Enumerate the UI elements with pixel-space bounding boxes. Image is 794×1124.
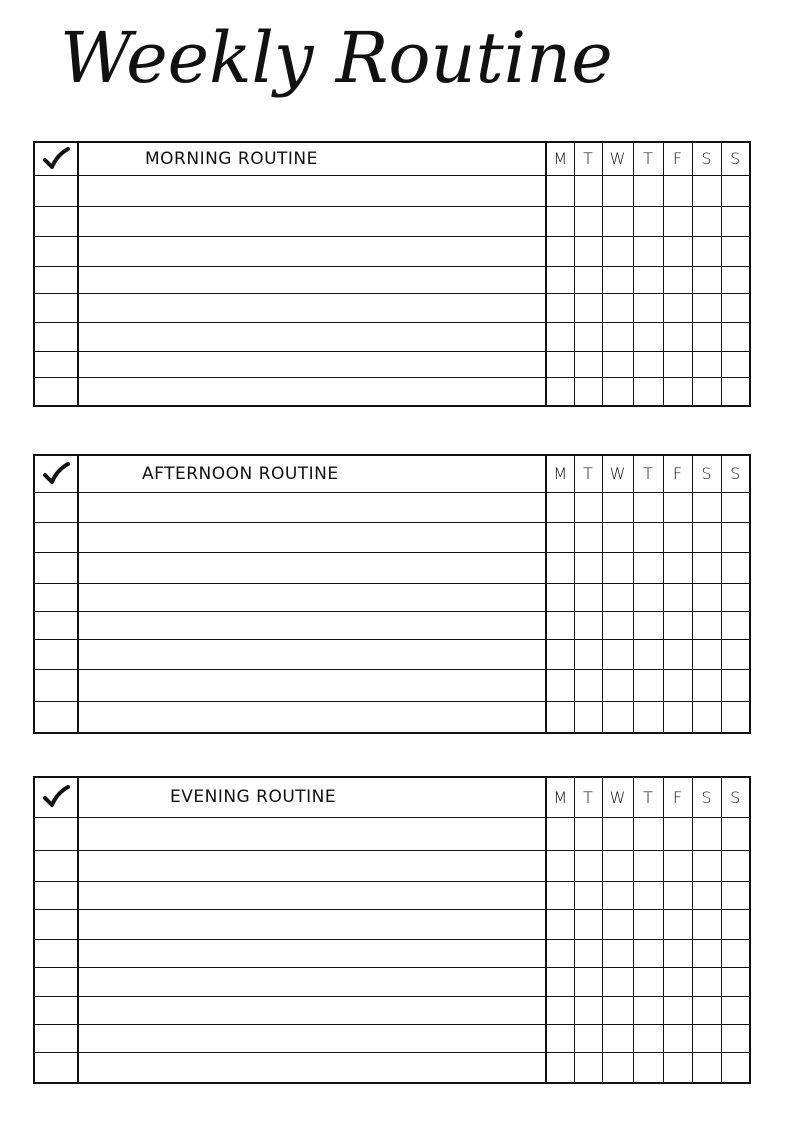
day-tracker-cell[interactable] (721, 817, 750, 850)
task-entry-cell[interactable] (78, 492, 546, 522)
day-tracker-cell[interactable] (633, 939, 663, 967)
day-tracker-cell[interactable] (663, 266, 692, 293)
table-row (34, 206, 750, 236)
day-column-header: F (663, 142, 692, 175)
routine-table-2 (33, 454, 751, 734)
day-tracker-cell[interactable] (692, 492, 721, 522)
day-tracker-cell[interactable] (633, 881, 663, 909)
day-tracker-cell[interactable] (546, 850, 574, 881)
day-tracker-cell[interactable] (633, 967, 663, 996)
day-column-header: S (721, 777, 750, 817)
row-checkbox-cell[interactable] (34, 377, 78, 406)
row-checkbox-cell[interactable] (34, 909, 78, 939)
row-checkbox-cell[interactable] (34, 881, 78, 909)
table-row (34, 522, 750, 552)
table-row (34, 939, 750, 967)
day-tracker-cell[interactable] (633, 909, 663, 939)
table-row (34, 377, 750, 406)
page-title-script (60, 12, 613, 107)
day-tracker-cell[interactable] (574, 236, 602, 266)
day-tracker-cell[interactable] (692, 1052, 721, 1083)
table-row (34, 583, 750, 611)
day-tracker-cell[interactable] (602, 939, 633, 967)
table-row (34, 293, 750, 322)
day-tracker-cell[interactable] (692, 236, 721, 266)
day-tracker-cell[interactable] (602, 175, 633, 206)
day-column-header: T (574, 777, 602, 817)
day-tracker-cell[interactable] (602, 377, 633, 406)
day-tracker-cell[interactable] (692, 817, 721, 850)
day-tracker-cell[interactable] (574, 939, 602, 967)
task-entry-cell[interactable] (78, 175, 546, 206)
task-entry-cell[interactable] (78, 967, 546, 996)
day-tracker-cell[interactable] (546, 175, 574, 206)
task-entry-cell[interactable] (78, 583, 546, 611)
day-tracker-cell[interactable] (633, 351, 663, 377)
task-entry-cell[interactable] (78, 669, 546, 701)
day-tracker-cell[interactable] (721, 611, 750, 639)
day-tracker-cell[interactable] (721, 322, 750, 351)
task-entry-cell[interactable] (78, 266, 546, 293)
day-tracker-cell[interactable] (602, 850, 633, 881)
day-tracker-cell[interactable] (663, 881, 692, 909)
routine-table-3 (33, 776, 751, 1084)
routine-heading-label: AFTERNOON ROUTINE (142, 463, 339, 484)
day-tracker-cell[interactable] (574, 817, 602, 850)
day-tracker-cell[interactable] (602, 522, 633, 552)
day-tracker-cell[interactable] (692, 351, 721, 377)
day-tracker-cell[interactable] (721, 909, 750, 939)
day-column-header: T (574, 455, 602, 492)
day-tracker-cell[interactable] (546, 669, 574, 701)
day-tracker-cell[interactable] (692, 639, 721, 669)
routine-heading (78, 455, 546, 492)
check-column-header (34, 777, 78, 817)
day-tracker-cell[interactable] (633, 701, 663, 733)
table-header-row (34, 142, 750, 175)
day-tracker-cell[interactable] (633, 611, 663, 639)
day-tracker-cell[interactable] (546, 701, 574, 733)
row-checkbox-cell[interactable] (34, 939, 78, 967)
day-tracker-cell[interactable] (663, 817, 692, 850)
task-entry-cell[interactable] (78, 909, 546, 939)
day-tracker-cell[interactable] (721, 377, 750, 406)
table-row (34, 909, 750, 939)
day-tracker-cell[interactable] (633, 492, 663, 522)
day-column-header: S (721, 455, 750, 492)
table-row (34, 701, 750, 733)
day-tracker-cell[interactable] (663, 522, 692, 552)
day-tracker-cell[interactable] (663, 639, 692, 669)
row-checkbox-cell[interactable] (34, 967, 78, 996)
day-tracker-cell[interactable] (602, 996, 633, 1024)
task-entry-cell[interactable] (78, 351, 546, 377)
day-tracker-cell[interactable] (633, 583, 663, 611)
day-tracker-cell[interactable] (546, 293, 574, 322)
day-tracker-cell[interactable] (633, 639, 663, 669)
day-tracker-cell[interactable] (663, 583, 692, 611)
day-tracker-cell[interactable] (633, 1052, 663, 1083)
day-tracker-cell[interactable] (546, 377, 574, 406)
day-tracker-cell[interactable] (633, 1024, 663, 1052)
page-title (60, 12, 613, 107)
day-tracker-cell[interactable] (692, 552, 721, 583)
table-row (34, 639, 750, 669)
checkmark-icon (35, 462, 77, 486)
day-tracker-cell[interactable] (574, 909, 602, 939)
day-column-header: S (692, 455, 721, 492)
table-header-row (34, 777, 750, 817)
row-checkbox-cell[interactable] (34, 492, 78, 522)
day-tracker-cell[interactable] (663, 1052, 692, 1083)
table-row (34, 850, 750, 881)
task-entry-cell[interactable] (78, 552, 546, 583)
day-tracker-cell[interactable] (602, 492, 633, 522)
routine-table-1 (33, 141, 751, 407)
table-row (34, 266, 750, 293)
day-tracker-cell[interactable] (663, 293, 692, 322)
day-tracker-cell[interactable] (633, 293, 663, 322)
day-tracker-cell[interactable] (633, 236, 663, 266)
day-tracker-cell[interactable] (721, 175, 750, 206)
routine-heading-label: MORNING ROUTINE (145, 148, 318, 169)
day-tracker-cell[interactable] (721, 492, 750, 522)
day-tracker-cell[interactable] (663, 1024, 692, 1052)
day-tracker-cell[interactable] (721, 351, 750, 377)
day-tracker-cell[interactable] (546, 206, 574, 236)
row-checkbox-cell[interactable] (34, 1024, 78, 1052)
row-checkbox-cell[interactable] (34, 351, 78, 377)
row-checkbox-cell[interactable] (34, 639, 78, 669)
day-tracker-cell[interactable] (546, 939, 574, 967)
day-tracker-cell[interactable] (663, 322, 692, 351)
day-tracker-cell[interactable] (546, 552, 574, 583)
day-column-header: S (721, 142, 750, 175)
day-tracker-cell[interactable] (721, 669, 750, 701)
task-entry-cell[interactable] (78, 522, 546, 552)
day-column-header: T (574, 142, 602, 175)
table-row (34, 1052, 750, 1083)
day-column-header: W (602, 142, 633, 175)
day-tracker-cell[interactable] (546, 639, 574, 669)
day-tracker-cell[interactable] (721, 967, 750, 996)
row-checkbox-cell[interactable] (34, 175, 78, 206)
day-tracker-cell[interactable] (574, 266, 602, 293)
day-tracker-cell[interactable] (692, 322, 721, 351)
day-tracker-cell[interactable] (574, 701, 602, 733)
day-tracker-cell[interactable] (692, 206, 721, 236)
day-tracker-cell[interactable] (602, 293, 633, 322)
day-tracker-cell[interactable] (663, 351, 692, 377)
day-tracker-cell[interactable] (692, 996, 721, 1024)
day-tracker-cell[interactable] (692, 939, 721, 967)
task-entry-cell[interactable] (78, 701, 546, 733)
day-tracker-cell[interactable] (602, 881, 633, 909)
day-column-header: W (602, 777, 633, 817)
task-entry-cell[interactable] (78, 206, 546, 236)
task-entry-cell[interactable] (78, 939, 546, 967)
day-tracker-cell[interactable] (574, 293, 602, 322)
check-column-header (34, 455, 78, 492)
row-checkbox-cell[interactable] (34, 817, 78, 850)
day-tracker-cell[interactable] (546, 1024, 574, 1052)
day-tracker-cell[interactable] (574, 552, 602, 583)
row-checkbox-cell[interactable] (34, 522, 78, 552)
day-tracker-cell[interactable] (663, 611, 692, 639)
day-tracker-cell[interactable] (692, 583, 721, 611)
day-tracker-cell[interactable] (721, 1052, 750, 1083)
day-tracker-cell[interactable] (546, 236, 574, 266)
table-row (34, 817, 750, 850)
day-tracker-cell[interactable] (633, 377, 663, 406)
row-checkbox-cell[interactable] (34, 1052, 78, 1083)
day-tracker-cell[interactable] (602, 701, 633, 733)
routine-heading-label: EVENING ROUTINE (170, 787, 337, 808)
day-tracker-cell[interactable] (546, 611, 574, 639)
day-tracker-cell[interactable] (633, 522, 663, 552)
day-tracker-cell[interactable] (574, 669, 602, 701)
day-tracker-cell[interactable] (602, 967, 633, 996)
day-tracker-cell[interactable] (633, 322, 663, 351)
day-tracker-cell[interactable] (574, 522, 602, 552)
day-tracker-cell[interactable] (633, 996, 663, 1024)
day-column-header: T (633, 142, 663, 175)
day-tracker-cell[interactable] (633, 850, 663, 881)
day-column-header: F (663, 777, 692, 817)
day-tracker-cell[interactable] (574, 1052, 602, 1083)
day-column-header: T (633, 455, 663, 492)
day-tracker-cell[interactable] (721, 1024, 750, 1052)
day-tracker-cell[interactable] (721, 236, 750, 266)
day-tracker-cell[interactable] (692, 669, 721, 701)
day-tracker-cell[interactable] (574, 351, 602, 377)
day-tracker-cell[interactable] (663, 939, 692, 967)
day-tracker-cell[interactable] (721, 266, 750, 293)
day-tracker-cell[interactable] (546, 351, 574, 377)
day-tracker-cell[interactable] (546, 909, 574, 939)
task-entry-cell[interactable] (78, 611, 546, 639)
day-tracker-cell[interactable] (574, 1024, 602, 1052)
day-tracker-cell[interactable] (602, 236, 633, 266)
day-tracker-cell[interactable] (574, 322, 602, 351)
day-tracker-cell[interactable] (602, 206, 633, 236)
day-tracker-cell[interactable] (663, 909, 692, 939)
row-checkbox-cell[interactable] (34, 293, 78, 322)
day-tracker-cell[interactable] (574, 206, 602, 236)
day-tracker-cell[interactable] (602, 266, 633, 293)
day-tracker-cell[interactable] (602, 1024, 633, 1052)
day-tracker-cell[interactable] (692, 967, 721, 996)
day-tracker-cell[interactable] (546, 266, 574, 293)
page-title-text: Weekly Routine (60, 17, 613, 99)
day-tracker-cell[interactable] (633, 175, 663, 206)
day-tracker-cell[interactable] (574, 377, 602, 406)
day-tracker-cell[interactable] (663, 701, 692, 733)
day-tracker-cell[interactable] (721, 639, 750, 669)
day-tracker-cell[interactable] (546, 583, 574, 611)
table-row (34, 552, 750, 583)
row-checkbox-cell[interactable] (34, 552, 78, 583)
day-tracker-cell[interactable] (721, 939, 750, 967)
day-column-header: S (692, 142, 721, 175)
day-column-header: M (546, 142, 574, 175)
task-entry-cell[interactable] (78, 850, 546, 881)
day-tracker-cell[interactable] (663, 850, 692, 881)
table-row (34, 322, 750, 351)
day-tracker-cell[interactable] (602, 909, 633, 939)
day-tracker-cell[interactable] (546, 881, 574, 909)
day-tracker-cell[interactable] (602, 1052, 633, 1083)
day-tracker-cell[interactable] (546, 322, 574, 351)
checkmark-icon (35, 785, 77, 809)
day-tracker-cell[interactable] (721, 552, 750, 583)
row-checkbox-cell[interactable] (34, 611, 78, 639)
day-tracker-cell[interactable] (663, 236, 692, 266)
day-column-header: M (546, 777, 574, 817)
day-tracker-cell[interactable] (721, 522, 750, 552)
routine-heading (78, 142, 546, 175)
row-checkbox-cell[interactable] (34, 206, 78, 236)
day-tracker-cell[interactable] (692, 701, 721, 733)
day-tracker-cell[interactable] (574, 611, 602, 639)
table-row (34, 492, 750, 522)
day-tracker-cell[interactable] (692, 522, 721, 552)
day-column-header: M (546, 455, 574, 492)
table-row (34, 351, 750, 377)
day-tracker-cell[interactable] (692, 1024, 721, 1052)
task-entry-cell[interactable] (78, 639, 546, 669)
table-row (34, 996, 750, 1024)
day-tracker-cell[interactable] (633, 817, 663, 850)
day-column-header: F (663, 455, 692, 492)
task-entry-cell[interactable] (78, 881, 546, 909)
table-row (34, 1024, 750, 1052)
day-tracker-cell[interactable] (602, 611, 633, 639)
day-tracker-cell[interactable] (633, 669, 663, 701)
table-row (34, 967, 750, 996)
day-tracker-cell[interactable] (546, 817, 574, 850)
day-tracker-cell[interactable] (602, 351, 633, 377)
table-row (34, 611, 750, 639)
task-entry-cell[interactable] (78, 1024, 546, 1052)
day-tracker-cell[interactable] (574, 967, 602, 996)
row-checkbox-cell[interactable] (34, 322, 78, 351)
row-checkbox-cell[interactable] (34, 266, 78, 293)
day-tracker-cell[interactable] (692, 293, 721, 322)
day-tracker-cell[interactable] (663, 552, 692, 583)
day-column-header: W (602, 455, 633, 492)
task-entry-cell[interactable] (78, 377, 546, 406)
table-row (34, 881, 750, 909)
day-tracker-cell[interactable] (692, 909, 721, 939)
day-tracker-cell[interactable] (574, 881, 602, 909)
day-column-header: S (692, 777, 721, 817)
day-tracker-cell[interactable] (633, 552, 663, 583)
day-tracker-cell[interactable] (663, 669, 692, 701)
row-checkbox-cell[interactable] (34, 236, 78, 266)
table-header-row (34, 455, 750, 492)
row-checkbox-cell[interactable] (34, 850, 78, 881)
table-row (34, 669, 750, 701)
day-tracker-cell[interactable] (602, 552, 633, 583)
day-tracker-cell[interactable] (721, 293, 750, 322)
day-tracker-cell[interactable] (546, 996, 574, 1024)
day-tracker-cell[interactable] (602, 669, 633, 701)
task-entry-cell[interactable] (78, 996, 546, 1024)
row-checkbox-cell[interactable] (34, 583, 78, 611)
check-column-header (34, 142, 78, 175)
day-tracker-cell[interactable] (663, 206, 692, 236)
day-tracker-cell[interactable] (546, 967, 574, 996)
day-tracker-cell[interactable] (546, 522, 574, 552)
day-tracker-cell[interactable] (546, 1052, 574, 1083)
day-tracker-cell[interactable] (574, 996, 602, 1024)
day-column-header: T (633, 777, 663, 817)
day-tracker-cell[interactable] (574, 850, 602, 881)
day-tracker-cell[interactable] (633, 206, 663, 236)
day-tracker-cell[interactable] (721, 850, 750, 881)
day-tracker-cell[interactable] (692, 377, 721, 406)
day-tracker-cell[interactable] (663, 996, 692, 1024)
task-entry-cell[interactable] (78, 293, 546, 322)
day-tracker-cell[interactable] (574, 492, 602, 522)
row-checkbox-cell[interactable] (34, 701, 78, 733)
day-tracker-cell[interactable] (721, 583, 750, 611)
day-tracker-cell[interactable] (692, 266, 721, 293)
day-tracker-cell[interactable] (602, 583, 633, 611)
day-tracker-cell[interactable] (574, 583, 602, 611)
day-tracker-cell[interactable] (574, 175, 602, 206)
day-tracker-cell[interactable] (721, 701, 750, 733)
day-tracker-cell[interactable] (692, 175, 721, 206)
day-tracker-cell[interactable] (692, 850, 721, 881)
task-entry-cell[interactable] (78, 236, 546, 266)
day-tracker-cell[interactable] (633, 266, 663, 293)
task-entry-cell[interactable] (78, 817, 546, 850)
row-checkbox-cell[interactable] (34, 669, 78, 701)
day-tracker-cell[interactable] (663, 175, 692, 206)
day-tracker-cell[interactable] (602, 817, 633, 850)
routine-heading (78, 777, 546, 817)
day-tracker-cell[interactable] (663, 967, 692, 996)
day-tracker-cell[interactable] (692, 881, 721, 909)
row-checkbox-cell[interactable] (34, 996, 78, 1024)
day-tracker-cell[interactable] (546, 492, 574, 522)
day-tracker-cell[interactable] (602, 322, 633, 351)
day-tracker-cell[interactable] (721, 881, 750, 909)
day-tracker-cell[interactable] (721, 996, 750, 1024)
task-entry-cell[interactable] (78, 322, 546, 351)
task-entry-cell[interactable] (78, 1052, 546, 1083)
day-tracker-cell[interactable] (692, 611, 721, 639)
day-tracker-cell[interactable] (721, 206, 750, 236)
checkmark-icon (35, 147, 77, 171)
day-tracker-cell[interactable] (663, 377, 692, 406)
day-tracker-cell[interactable] (663, 492, 692, 522)
table-row (34, 236, 750, 266)
day-tracker-cell[interactable] (574, 639, 602, 669)
day-tracker-cell[interactable] (602, 639, 633, 669)
table-row (34, 175, 750, 206)
